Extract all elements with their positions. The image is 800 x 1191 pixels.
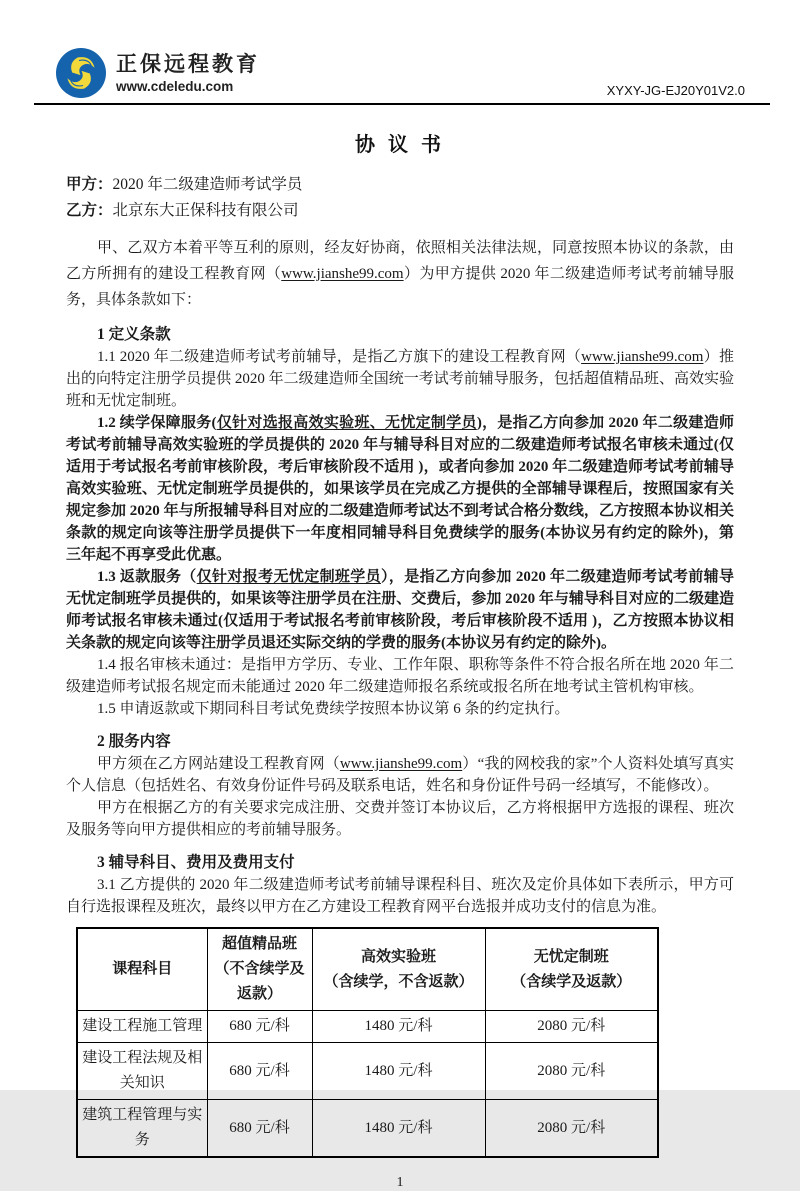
text-run: 仅针对报考无忧定制班学员 — [196, 569, 382, 585]
text-run: ）“我的网校我的家”个人资料处填写真实个人信息（包括姓名、有效身份证件号码及联系电话，姓名和身份证件号码一经填写，不能修改）。 — [66, 756, 734, 794]
table-header-row — [77, 928, 658, 1011]
table-row — [77, 1100, 658, 1158]
section-heading — [66, 851, 734, 874]
text-run: ）为甲方提供 2020 年二级建造师考试考前辅导服务，具体条款如下： — [66, 266, 734, 308]
subject-cell: 建设工程施工管理 — [77, 1011, 207, 1043]
table-row — [77, 1043, 658, 1100]
price-cell: 1480 元/科 — [312, 1011, 485, 1043]
paragraph — [66, 346, 734, 412]
price-cell: 680 元/科 — [207, 1100, 312, 1158]
paragraph — [66, 172, 734, 198]
paragraph — [66, 797, 734, 841]
header-divider — [34, 103, 770, 105]
website-link[interactable]: www.jianshe99.com — [339, 756, 463, 772]
price-table — [76, 927, 659, 1158]
document-code: XYXY-JG-EJ20Y01V2.0 — [606, 83, 745, 98]
text-run: 乙方： — [66, 202, 113, 219]
column-header: 课程科目 — [77, 928, 207, 1011]
text-run: 1.2 续学保障服务( — [97, 415, 217, 431]
paragraph — [66, 198, 734, 224]
paragraph — [66, 753, 734, 797]
paragraphs-container — [66, 172, 734, 918]
paragraph — [66, 412, 734, 566]
text-run: 1.1 2020 年二级建造师考试考前辅导，是指乙方旗下的建设工程教育网（ — [97, 349, 582, 365]
swirl-globe-icon — [56, 48, 106, 98]
subject-cell: 建设工程法规及相关知识 — [77, 1043, 207, 1100]
letterhead — [0, 0, 800, 98]
text-run: 2020 年二级建造师考试学员 — [112, 176, 303, 193]
text-run: ），是指乙方向参加 2020 年二级建造师考试考前辅导无忧定制班学员提供的，如果该等注册学员在注册、交费后，参加 2020 年与辅导科目对应的二级建造师考试报名审核未通过(仅适用于考试报名考前审核阶段，考后审核阶段不适用 )，乙方按照本协议相关条款的规定向该等注册学员退还实际交纳的学费的服务(本协议另有约定的除外)。 — [66, 569, 734, 651]
text-run: 甲方须在乙方网站建设工程教育网（ — [97, 756, 340, 772]
table-row — [77, 1011, 658, 1043]
brand-name: 正保远程教育 — [116, 52, 260, 76]
text-run: 3.1 乙方提供的 2020 年二级建造师考试考前辅导课程科目、班次及定价具体如下表所示，甲方可自行选报课程及班次，最终以甲方在乙方建设工程教育网平台选报并成功支付的信息为准。 — [66, 877, 734, 915]
paragraph — [66, 566, 734, 654]
paragraph — [66, 698, 734, 720]
document-title: 协 议 书 — [355, 134, 445, 156]
text-run: 1.3 返款服务（ — [97, 569, 197, 585]
text-run: ）推出的向特定注册学员提供 2020 年二级建造师全国统一考试考前辅导服务，包括超值精品班、高效实验班和无忧定制班。 — [66, 349, 734, 409]
text-run: 2 服务内容 — [97, 733, 171, 750]
website-link[interactable]: www.jianshe99.com — [581, 349, 704, 365]
brand-text — [116, 52, 260, 95]
section-heading — [66, 323, 734, 346]
section-heading — [66, 730, 734, 753]
column-header: 高效实验班 （含续学，不含返款） — [312, 928, 485, 1011]
column-header: 无忧定制班 （含续学及返款） — [485, 928, 658, 1011]
price-cell: 2080 元/科 — [485, 1011, 658, 1043]
brand-block — [56, 48, 260, 98]
text-run: 甲方在根据乙方的有关要求完成注册、交费并签订本协议后，乙方将根据甲方选报的课程、班次及服务等向甲方提供相应的考前辅导服务。 — [66, 800, 734, 838]
text-run: 甲方： — [66, 176, 113, 193]
text-run: 3 辅导科目、费用及费用支付 — [97, 854, 295, 871]
price-cell: 2080 元/科 — [485, 1100, 658, 1158]
paragraph — [66, 874, 734, 918]
text-run: 1.4 报名审核未通过：是指甲方学历、专业、工作年限、职称等条件不符合报名所在地 2020 年二级建造师考试报名规定而未能通过 2020 年二级建造师报名系统或报名所在地考试主管机构审核。 — [66, 657, 734, 695]
text-run: 仅针对选报高效实验班、无忧定制学员 — [216, 415, 477, 431]
text-run: 北京东大正保科技有限公司 — [112, 202, 299, 219]
paragraph — [66, 235, 734, 313]
price-cell: 1480 元/科 — [312, 1100, 485, 1158]
brand-website: www.cdeledu.com — [116, 78, 234, 94]
price-cell: 680 元/科 — [207, 1011, 312, 1043]
text-run: )，是指乙方向参加 2020 年二级建造师考试考前辅导高效实验班的学员提供的 2020 年与辅导科目对应的二级建造师考试报名审核未通过(仅适用于考试报名考前审核阶段，考后审核阶段不适用 )，或者向参加 2020 年二级建造师考试考前辅导高效实验班、无忧定制班学员提供的，如果该学员在完成乙方提供的全部辅导课程后，按照国家有关规定参加 2020 年与所报辅导科目对应的二级建造师考试达不到考试合格分数线，乙方按照本协议相关条款的规定向该等注册学员提供下一年度相同辅导科目免费续学的服务(本协议另有约定的除外)，第三年起不再享受此优惠。 — [66, 415, 734, 563]
price-cell: 1480 元/科 — [312, 1043, 485, 1100]
page-number: 1 — [396, 1175, 404, 1190]
document-body — [66, 172, 734, 1191]
website-link[interactable]: www.jianshe99.com — [281, 266, 404, 282]
price-cell: 2080 元/科 — [485, 1043, 658, 1100]
text-run: 1 定义条款 — [97, 326, 171, 343]
subject-cell: 建筑工程管理与实务 — [77, 1100, 207, 1158]
text-run: 甲、乙双方本着平等互利的原则，经友好协商，依照相关法律法规，同意按照本协议的条款，由乙方所拥有的建设工程教育网（ — [66, 240, 734, 282]
text-run: 1.5 申请返款或下期同科目考试免费续学按照本协议第 6 条的约定执行。 — [97, 701, 570, 717]
price-cell: 680 元/科 — [207, 1043, 312, 1100]
column-header: 超值精品班 （不含续学及返款） — [207, 928, 312, 1011]
paragraph — [66, 654, 734, 698]
